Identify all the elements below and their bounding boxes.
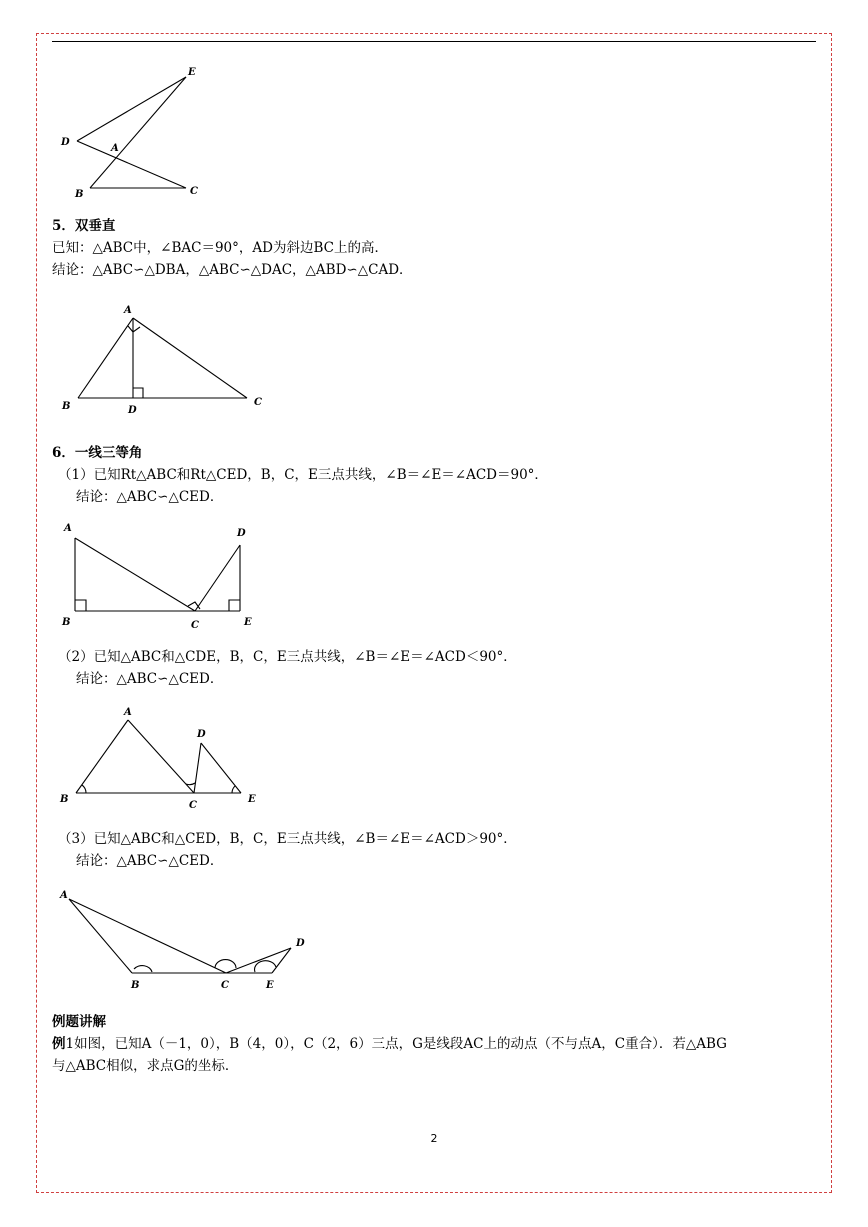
angle-arc-e	[255, 961, 276, 972]
segment-ac	[133, 318, 247, 398]
right-angle-mark-d	[133, 388, 143, 398]
section6-title: 6．一线三等角	[52, 445, 143, 461]
example1-line2: 与△ABC相似，求点G的坐标．	[52, 1058, 239, 1074]
label-d: D	[61, 137, 70, 148]
label-a: A	[64, 523, 72, 534]
segment-dc	[77, 141, 186, 188]
segment-ab	[76, 720, 128, 793]
case3-given: （3）已知△ABC和△CED，B，C，E三点共线，∠B＝∠E＝∠ACD＞90°．	[58, 831, 517, 847]
angle-arc-e	[232, 786, 235, 793]
page-number: 2	[430, 1132, 438, 1145]
figure-three-equal-angles-acute	[55, 700, 270, 815]
label-a: A	[124, 707, 132, 718]
case1-given: （1）已知Rt△ABC和Rt△CED，B，C，E三点共线，∠B＝∠E＝∠ACD＝90°．	[58, 467, 548, 483]
segment-be	[90, 77, 186, 188]
example1-line1	[52, 1035, 727, 1053]
figure-three-equal-angles-right	[55, 518, 270, 633]
segment-cd	[194, 743, 201, 793]
label-d: D	[128, 405, 137, 416]
label-a: A	[124, 305, 132, 316]
label-d: D	[237, 528, 246, 539]
label-d: D	[197, 729, 206, 740]
segment-ab	[78, 318, 133, 398]
section5-conclusion: 结论：△ABC∽△DBA，△ABC∽△DAC，△ABD∽△CAD．	[52, 262, 413, 278]
header-rule	[52, 41, 816, 42]
case2-given: （2）已知△ABC和△CDE，B，C，E三点共线，∠B＝∠E＝∠ACD＜90°．	[58, 649, 517, 665]
label-e: E	[188, 67, 196, 78]
label-b: B	[60, 794, 69, 805]
right-angle-mark-b	[75, 600, 86, 611]
label-a: A	[60, 890, 68, 901]
label-b: B	[75, 189, 84, 200]
segment-ac	[69, 899, 226, 973]
example1-label: 例	[52, 1036, 66, 1052]
segment-ab	[69, 899, 132, 973]
label-e: E	[244, 617, 252, 628]
segment-de	[201, 743, 241, 793]
figure-double-perpendicular	[55, 298, 270, 418]
label-c: C	[191, 620, 199, 631]
label-a: A	[111, 143, 119, 154]
section5-title: 5．双垂直	[52, 218, 116, 234]
case2-conclusion: 结论：△ABC∽△CED．	[76, 671, 224, 687]
label-d: D	[296, 938, 305, 949]
figure-three-equal-angles-obtuse	[55, 885, 315, 995]
angle-arc-c	[186, 783, 195, 785]
segment-cd	[195, 545, 240, 611]
case1-conclusion: 结论：△ABC∽△CED．	[76, 489, 224, 505]
examples-heading: 例题讲解	[52, 1014, 106, 1030]
example1-text: 1如图，已知A（－1，0），B（4，0），C（2，6）三点，G是线段AC上的动点（不与点A，C重合）．若△ABG	[65, 1036, 727, 1052]
label-b: B	[131, 980, 140, 991]
figure-crossed-triangles	[50, 60, 230, 205]
label-c: C	[221, 980, 229, 991]
segment-ac	[75, 538, 195, 611]
label-c: C	[189, 800, 197, 811]
section5-given: 已知：△ABC中，∠BAC＝90°，AD为斜边BC上的高．	[52, 240, 388, 256]
label-c: C	[254, 397, 262, 408]
label-b: B	[62, 617, 71, 628]
label-e: E	[248, 794, 256, 805]
label-c: C	[190, 186, 198, 197]
case3-conclusion: 结论：△ABC∽△CED．	[76, 853, 224, 869]
angle-arc-b	[82, 785, 86, 793]
angle-arc-c	[215, 960, 236, 968]
label-e: E	[266, 980, 274, 991]
angle-arc-b	[134, 966, 152, 972]
segment-de	[77, 77, 186, 141]
right-angle-mark-a	[128, 326, 140, 332]
label-b: B	[62, 401, 71, 412]
segment-ac	[128, 720, 194, 793]
right-angle-mark-e	[229, 600, 240, 611]
